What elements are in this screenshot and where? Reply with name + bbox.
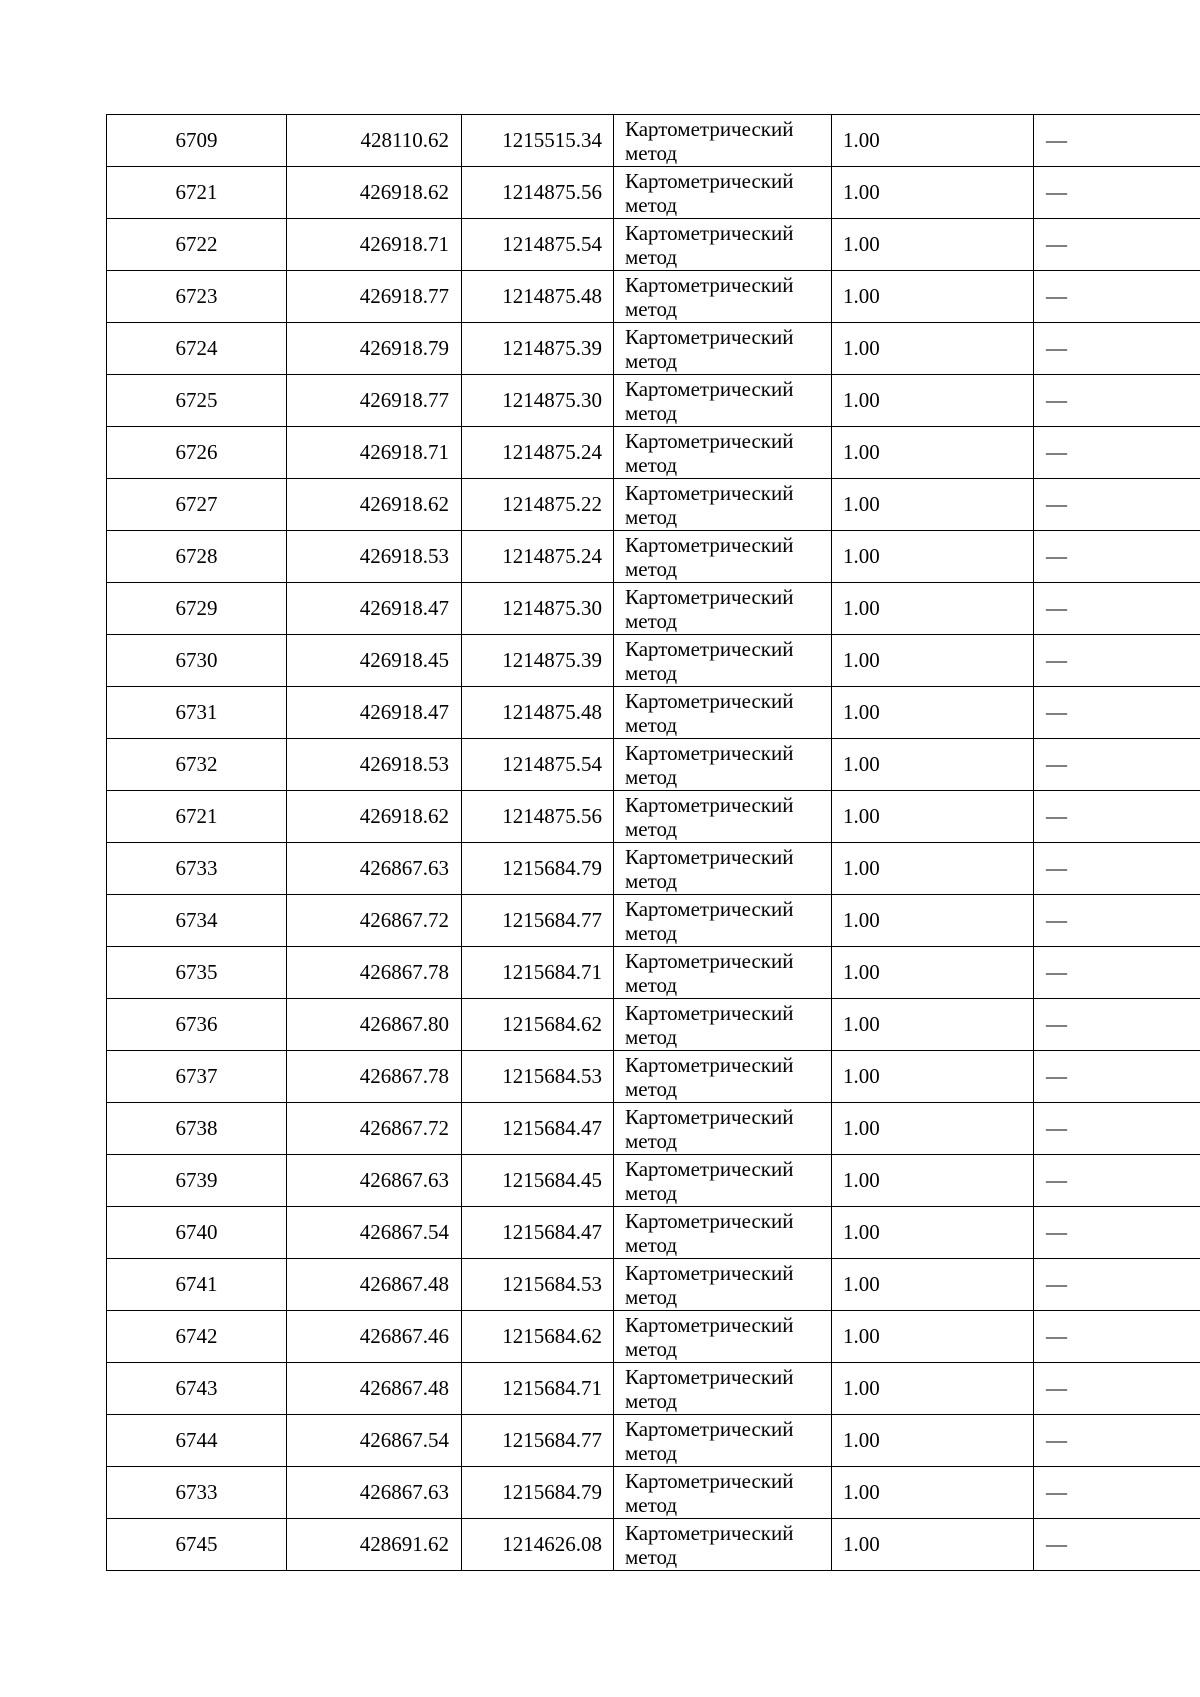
- table-row: [107, 323, 1200, 375]
- method-cell: [614, 531, 832, 583]
- description-cell: —: [1034, 375, 1200, 427]
- x-coordinate-cell: 426867.48: [287, 1259, 462, 1311]
- description-cell: —: [1034, 1103, 1200, 1155]
- method-text: Картометрический метод: [625, 1208, 794, 1257]
- table-row: [107, 1415, 1200, 1467]
- table-row: [107, 271, 1200, 323]
- point-number-cell: 6724: [107, 323, 287, 375]
- method-cell: [614, 219, 832, 271]
- method-cell: [614, 999, 832, 1051]
- accuracy-cell: 1.00: [832, 1519, 1034, 1571]
- method-cell: [614, 739, 832, 791]
- coordinates-table-body: [107, 115, 1200, 1571]
- y-coordinate-cell: 1215684.45: [462, 1155, 614, 1207]
- x-coordinate-cell: 428110.62: [287, 115, 462, 167]
- y-coordinate-cell: 1214875.39: [462, 323, 614, 375]
- table-row: [107, 687, 1200, 739]
- point-number-cell: 6726: [107, 427, 287, 479]
- method-text: Картометрический метод: [625, 688, 794, 737]
- x-coordinate-cell: 426918.47: [287, 583, 462, 635]
- x-coordinate-cell: 426918.47: [287, 687, 462, 739]
- accuracy-cell: 1.00: [832, 375, 1034, 427]
- point-number-cell: 6731: [107, 687, 287, 739]
- x-coordinate-cell: 426918.62: [287, 791, 462, 843]
- point-number-cell: 6734: [107, 895, 287, 947]
- method-cell: [614, 1103, 832, 1155]
- x-coordinate-cell: 426918.53: [287, 531, 462, 583]
- x-coordinate-cell: 426918.71: [287, 219, 462, 271]
- method-text: Картометрический метод: [625, 1156, 794, 1205]
- description-cell: —: [1034, 323, 1200, 375]
- y-coordinate-cell: 1215684.47: [462, 1207, 614, 1259]
- accuracy-cell: 1.00: [832, 323, 1034, 375]
- y-coordinate-cell: 1214626.08: [462, 1519, 614, 1571]
- method-text: Картометрический метод: [625, 168, 794, 217]
- method-text: Картометрический метод: [625, 1052, 794, 1101]
- method-text: Картометрический метод: [625, 896, 794, 945]
- y-coordinate-cell: 1214875.39: [462, 635, 614, 687]
- y-coordinate-cell: 1215684.53: [462, 1259, 614, 1311]
- description-cell: —: [1034, 947, 1200, 999]
- accuracy-cell: 1.00: [832, 1155, 1034, 1207]
- method-cell: [614, 843, 832, 895]
- table-row: [107, 1051, 1200, 1103]
- method-cell: [614, 1207, 832, 1259]
- method-text: Картометрический метод: [625, 532, 794, 581]
- method-text: Картометрический метод: [625, 1000, 794, 1049]
- method-cell: [614, 791, 832, 843]
- point-number-cell: 6721: [107, 791, 287, 843]
- accuracy-cell: 1.00: [832, 999, 1034, 1051]
- method-cell: [614, 895, 832, 947]
- description-cell: —: [1034, 1363, 1200, 1415]
- description-cell: —: [1034, 1259, 1200, 1311]
- point-number-cell: 6742: [107, 1311, 287, 1363]
- point-number-cell: 6743: [107, 1363, 287, 1415]
- table-row: [107, 115, 1200, 167]
- table-row: [107, 739, 1200, 791]
- point-number-cell: 6741: [107, 1259, 287, 1311]
- accuracy-cell: 1.00: [832, 635, 1034, 687]
- x-coordinate-cell: 426918.77: [287, 375, 462, 427]
- accuracy-cell: 1.00: [832, 739, 1034, 791]
- point-number-cell: 6730: [107, 635, 287, 687]
- y-coordinate-cell: 1214875.22: [462, 479, 614, 531]
- method-text: Картометрический метод: [625, 220, 794, 269]
- accuracy-cell: 1.00: [832, 1207, 1034, 1259]
- description-cell: —: [1034, 1207, 1200, 1259]
- point-number-cell: 6722: [107, 219, 287, 271]
- method-text: Картометрический метод: [625, 636, 794, 685]
- y-coordinate-cell: 1214875.48: [462, 271, 614, 323]
- method-cell: [614, 323, 832, 375]
- y-coordinate-cell: 1214875.24: [462, 427, 614, 479]
- description-cell: —: [1034, 1415, 1200, 1467]
- table-row: [107, 531, 1200, 583]
- method-text: Картометрический метод: [625, 584, 794, 633]
- description-cell: —: [1034, 1311, 1200, 1363]
- method-cell: [614, 583, 832, 635]
- accuracy-cell: 1.00: [832, 427, 1034, 479]
- accuracy-cell: 1.00: [832, 115, 1034, 167]
- accuracy-cell: 1.00: [832, 583, 1034, 635]
- method-cell: [614, 635, 832, 687]
- table-row: [107, 999, 1200, 1051]
- table-row: [107, 583, 1200, 635]
- accuracy-cell: 1.00: [832, 687, 1034, 739]
- y-coordinate-cell: 1215684.71: [462, 947, 614, 999]
- y-coordinate-cell: 1214875.30: [462, 375, 614, 427]
- method-text: Картометрический метод: [625, 480, 794, 529]
- description-cell: —: [1034, 219, 1200, 271]
- accuracy-cell: 1.00: [832, 1051, 1034, 1103]
- method-text: Картометрический метод: [625, 116, 794, 165]
- description-cell: —: [1034, 167, 1200, 219]
- point-number-cell: 6727: [107, 479, 287, 531]
- point-number-cell: 6740: [107, 1207, 287, 1259]
- x-coordinate-cell: 426867.72: [287, 1103, 462, 1155]
- point-number-cell: 6744: [107, 1415, 287, 1467]
- description-cell: —: [1034, 843, 1200, 895]
- description-cell: —: [1034, 271, 1200, 323]
- description-cell: —: [1034, 531, 1200, 583]
- y-coordinate-cell: 1215684.71: [462, 1363, 614, 1415]
- method-text: Картометрический метод: [625, 1520, 794, 1569]
- x-coordinate-cell: 426867.63: [287, 843, 462, 895]
- accuracy-cell: 1.00: [832, 947, 1034, 999]
- description-cell: —: [1034, 687, 1200, 739]
- table-row: [107, 1207, 1200, 1259]
- y-coordinate-cell: 1215684.77: [462, 895, 614, 947]
- coordinates-table: [106, 114, 1200, 1571]
- point-number-cell: 6739: [107, 1155, 287, 1207]
- y-coordinate-cell: 1214875.54: [462, 739, 614, 791]
- accuracy-cell: 1.00: [832, 895, 1034, 947]
- method-cell: [614, 1259, 832, 1311]
- x-coordinate-cell: 426918.62: [287, 167, 462, 219]
- x-coordinate-cell: 426918.53: [287, 739, 462, 791]
- method-cell: [614, 427, 832, 479]
- table-row: [107, 635, 1200, 687]
- method-text: Картометрический метод: [625, 948, 794, 997]
- x-coordinate-cell: 426867.48: [287, 1363, 462, 1415]
- y-coordinate-cell: 1215684.79: [462, 1467, 614, 1519]
- method-text: Картометрический метод: [625, 792, 794, 841]
- table-row: [107, 167, 1200, 219]
- table-row: [107, 427, 1200, 479]
- table-row: [107, 1259, 1200, 1311]
- method-cell: [614, 947, 832, 999]
- method-text: Картометрический метод: [625, 324, 794, 373]
- description-cell: —: [1034, 583, 1200, 635]
- y-coordinate-cell: 1214875.54: [462, 219, 614, 271]
- description-cell: —: [1034, 1467, 1200, 1519]
- y-coordinate-cell: 1214875.24: [462, 531, 614, 583]
- description-cell: —: [1034, 479, 1200, 531]
- table-row: [107, 1103, 1200, 1155]
- point-number-cell: 6745: [107, 1519, 287, 1571]
- point-number-cell: 6725: [107, 375, 287, 427]
- accuracy-cell: 1.00: [832, 479, 1034, 531]
- description-cell: —: [1034, 427, 1200, 479]
- x-coordinate-cell: 426867.80: [287, 999, 462, 1051]
- x-coordinate-cell: 426918.62: [287, 479, 462, 531]
- point-number-cell: 6729: [107, 583, 287, 635]
- method-cell: [614, 375, 832, 427]
- description-cell: —: [1034, 115, 1200, 167]
- y-coordinate-cell: 1215684.62: [462, 999, 614, 1051]
- table-row: [107, 947, 1200, 999]
- method-text: Картометрический метод: [625, 272, 794, 321]
- accuracy-cell: 1.00: [832, 1311, 1034, 1363]
- accuracy-cell: 1.00: [832, 271, 1034, 323]
- accuracy-cell: 1.00: [832, 1415, 1034, 1467]
- method-cell: [614, 1051, 832, 1103]
- description-cell: —: [1034, 1519, 1200, 1571]
- method-cell: [614, 1311, 832, 1363]
- method-text: Картометрический метод: [625, 1104, 794, 1153]
- method-text: Картометрический метод: [625, 844, 794, 893]
- x-coordinate-cell: 426918.79: [287, 323, 462, 375]
- y-coordinate-cell: 1215684.47: [462, 1103, 614, 1155]
- accuracy-cell: 1.00: [832, 1467, 1034, 1519]
- description-cell: —: [1034, 791, 1200, 843]
- x-coordinate-cell: 426918.45: [287, 635, 462, 687]
- accuracy-cell: 1.00: [832, 843, 1034, 895]
- y-coordinate-cell: 1215515.34: [462, 115, 614, 167]
- accuracy-cell: 1.00: [832, 531, 1034, 583]
- table-row: [107, 1467, 1200, 1519]
- method-cell: [614, 1519, 832, 1571]
- method-text: Картометрический метод: [625, 376, 794, 425]
- method-cell: [614, 687, 832, 739]
- x-coordinate-cell: 426918.71: [287, 427, 462, 479]
- table-row: [107, 1155, 1200, 1207]
- x-coordinate-cell: 426867.63: [287, 1155, 462, 1207]
- method-cell: [614, 167, 832, 219]
- table-row: [107, 843, 1200, 895]
- x-coordinate-cell: 426867.78: [287, 947, 462, 999]
- description-cell: —: [1034, 1155, 1200, 1207]
- table-row: [107, 1519, 1200, 1571]
- y-coordinate-cell: 1215684.77: [462, 1415, 614, 1467]
- method-text: Картометрический метод: [625, 1312, 794, 1361]
- point-number-cell: 6709: [107, 115, 287, 167]
- description-cell: —: [1034, 999, 1200, 1051]
- x-coordinate-cell: 426918.77: [287, 271, 462, 323]
- x-coordinate-cell: 428691.62: [287, 1519, 462, 1571]
- table-row: [107, 219, 1200, 271]
- x-coordinate-cell: 426867.63: [287, 1467, 462, 1519]
- method-cell: [614, 1155, 832, 1207]
- table-row: [107, 479, 1200, 531]
- point-number-cell: 6723: [107, 271, 287, 323]
- y-coordinate-cell: 1215684.53: [462, 1051, 614, 1103]
- method-text: Картометрический метод: [625, 428, 794, 477]
- x-coordinate-cell: 426867.54: [287, 1207, 462, 1259]
- description-cell: —: [1034, 635, 1200, 687]
- point-number-cell: 6737: [107, 1051, 287, 1103]
- y-coordinate-cell: 1214875.30: [462, 583, 614, 635]
- y-coordinate-cell: 1214875.56: [462, 167, 614, 219]
- method-text: Картометрический метод: [625, 740, 794, 789]
- accuracy-cell: 1.00: [832, 1363, 1034, 1415]
- y-coordinate-cell: 1214875.48: [462, 687, 614, 739]
- table-row: [107, 895, 1200, 947]
- table-row: [107, 791, 1200, 843]
- method-cell: [614, 1415, 832, 1467]
- method-cell: [614, 271, 832, 323]
- method-text: Картометрический метод: [625, 1468, 794, 1517]
- accuracy-cell: 1.00: [832, 167, 1034, 219]
- y-coordinate-cell: 1214875.56: [462, 791, 614, 843]
- x-coordinate-cell: 426867.72: [287, 895, 462, 947]
- point-number-cell: 6736: [107, 999, 287, 1051]
- point-number-cell: 6738: [107, 1103, 287, 1155]
- point-number-cell: 6733: [107, 1467, 287, 1519]
- method-text: Картометрический метод: [625, 1260, 794, 1309]
- y-coordinate-cell: 1215684.79: [462, 843, 614, 895]
- method-text: Картометрический метод: [625, 1416, 794, 1465]
- description-cell: —: [1034, 739, 1200, 791]
- method-text: Картометрический метод: [625, 1364, 794, 1413]
- accuracy-cell: 1.00: [832, 1259, 1034, 1311]
- table-row: [107, 375, 1200, 427]
- table-row: [107, 1363, 1200, 1415]
- x-coordinate-cell: 426867.54: [287, 1415, 462, 1467]
- y-coordinate-cell: 1215684.62: [462, 1311, 614, 1363]
- accuracy-cell: 1.00: [832, 791, 1034, 843]
- table-row: [107, 1311, 1200, 1363]
- x-coordinate-cell: 426867.78: [287, 1051, 462, 1103]
- method-cell: [614, 115, 832, 167]
- accuracy-cell: 1.00: [832, 219, 1034, 271]
- description-cell: —: [1034, 895, 1200, 947]
- accuracy-cell: 1.00: [832, 1103, 1034, 1155]
- point-number-cell: 6732: [107, 739, 287, 791]
- description-cell: —: [1034, 1051, 1200, 1103]
- x-coordinate-cell: 426867.46: [287, 1311, 462, 1363]
- method-cell: [614, 479, 832, 531]
- method-cell: [614, 1467, 832, 1519]
- point-number-cell: 6735: [107, 947, 287, 999]
- method-cell: [614, 1363, 832, 1415]
- point-number-cell: 6728: [107, 531, 287, 583]
- point-number-cell: 6721: [107, 167, 287, 219]
- point-number-cell: 6733: [107, 843, 287, 895]
